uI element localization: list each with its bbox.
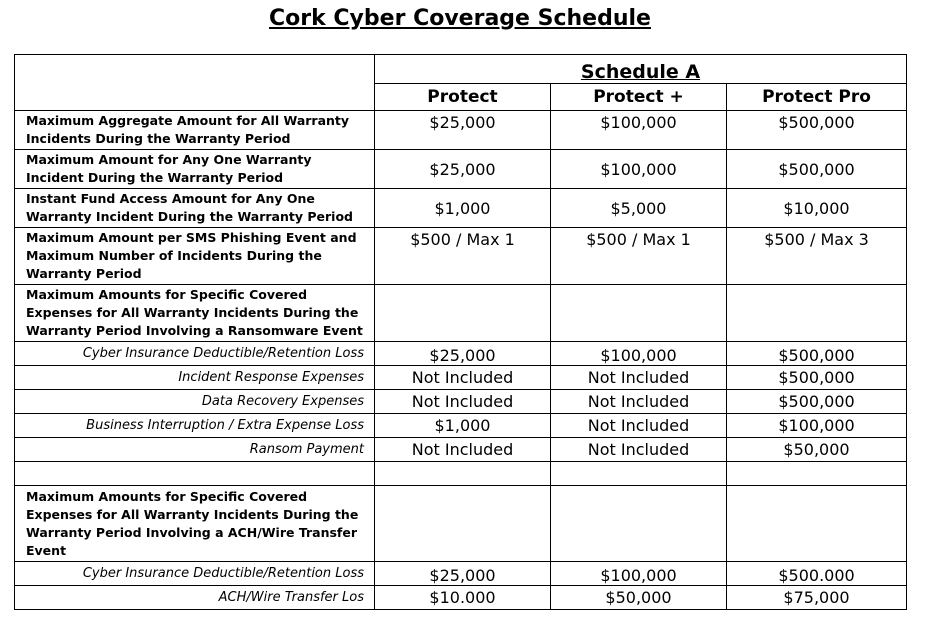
value-cell: $5,000	[551, 189, 727, 228]
row-label: Instant Fund Access Amount for Any One Warranty Incident During the Warranty Period	[15, 189, 375, 228]
table-row	[15, 228, 907, 285]
empty-cell	[727, 486, 907, 562]
value-cell: $500,000	[727, 390, 907, 414]
value-cell: Not Included	[375, 390, 551, 414]
tier-protect-plus: Protect +	[551, 84, 727, 111]
value-cell: $25,000	[375, 150, 551, 189]
spacer-row	[15, 462, 907, 486]
table-row	[15, 189, 907, 228]
value-cell: $500 / Max 1	[375, 228, 551, 285]
empty-cell	[375, 462, 551, 486]
table-row	[15, 586, 907, 610]
value-cell: $100,000	[727, 414, 907, 438]
empty-cell	[375, 285, 551, 342]
table-row	[15, 414, 907, 438]
sub-row-label: ACH/Wire Transfer Los	[15, 586, 375, 610]
ach-section-label: Maximum Amounts for Specific Covered Expenses for All Warranty Incidents During the Warranty Period Involving a ACH/Wire Transfer Event	[15, 486, 375, 562]
value-cell: $75,000	[727, 586, 907, 610]
value-cell: $500,000	[727, 150, 907, 189]
value-cell: Not Included	[551, 438, 727, 462]
value-cell: $500,000	[727, 111, 907, 150]
tier-protect-pro: Protect Pro	[727, 84, 907, 111]
value-cell: $50,000	[551, 586, 727, 610]
row-label: Maximum Amount per SMS Phishing Event and Maximum Number of Incidents During the Warranty Period	[15, 228, 375, 285]
table-row	[15, 342, 907, 366]
row-label: Maximum Aggregate Amount for All Warranty Incidents During the Warranty Period	[15, 111, 375, 150]
table-row	[15, 390, 907, 414]
value-cell: $100,000	[551, 111, 727, 150]
value-cell: Not Included	[375, 438, 551, 462]
value-cell: $500 / Max 1	[551, 228, 727, 285]
sub-row-label: Cyber Insurance Deductible/Retention Loss	[15, 562, 375, 586]
document-title: Cork Cyber Coverage Schedule	[269, 6, 651, 31]
schedule-a-title: Schedule A	[375, 55, 907, 84]
section-header-row	[15, 285, 907, 342]
table-row	[15, 438, 907, 462]
empty-cell	[727, 285, 907, 342]
sub-row-label: Ransom Payment	[15, 438, 375, 462]
section-header-row	[15, 486, 907, 562]
empty-cell	[551, 285, 727, 342]
empty-cell	[551, 486, 727, 562]
value-cell: $100,000	[551, 562, 727, 586]
value-cell: $100,000	[551, 150, 727, 189]
table-row	[15, 150, 907, 189]
empty-cell	[375, 486, 551, 562]
table-row	[15, 562, 907, 586]
sub-row-label: Business Interruption / Extra Expense Loss	[15, 414, 375, 438]
value-cell: $50,000	[727, 438, 907, 462]
value-cell: $1,000	[375, 414, 551, 438]
sub-row-label: Cyber Insurance Deductible/Retention Loss	[15, 342, 375, 366]
ransomware-section-label: Maximum Amounts for Specific Covered Expenses for All Warranty Incidents During the Warranty Period Involving a Ransomware Event	[15, 285, 375, 342]
value-cell: $500,000	[727, 342, 907, 366]
value-cell: $100,000	[551, 342, 727, 366]
sub-row-label: Incident Response Expenses	[15, 366, 375, 390]
empty-cell	[15, 462, 375, 486]
value-cell: $1,000	[375, 189, 551, 228]
row-label: Maximum Amount for Any One Warranty Incident During the Warranty Period	[15, 150, 375, 189]
value-cell: Not Included	[375, 366, 551, 390]
sub-row-label: Data Recovery Expenses	[15, 390, 375, 414]
tier-protect: Protect	[375, 84, 551, 111]
schedule-header-row	[15, 55, 907, 84]
value-cell: Not Included	[551, 414, 727, 438]
value-cell: Not Included	[551, 366, 727, 390]
coverage-schedule-table	[14, 54, 907, 610]
value-cell: Not Included	[551, 390, 727, 414]
empty-cell	[551, 462, 727, 486]
value-cell: $500.000	[727, 562, 907, 586]
value-cell: $10,000	[727, 189, 907, 228]
value-cell: $25,000	[375, 342, 551, 366]
table-row	[15, 366, 907, 390]
value-cell: $500,000	[727, 366, 907, 390]
value-cell: $25,000	[375, 111, 551, 150]
table-row	[15, 111, 907, 150]
value-cell: $500 / Max 3	[727, 228, 907, 285]
schedule-header-blank	[15, 55, 375, 111]
value-cell: $10.000	[375, 586, 551, 610]
empty-cell	[727, 462, 907, 486]
value-cell: $25,000	[375, 562, 551, 586]
